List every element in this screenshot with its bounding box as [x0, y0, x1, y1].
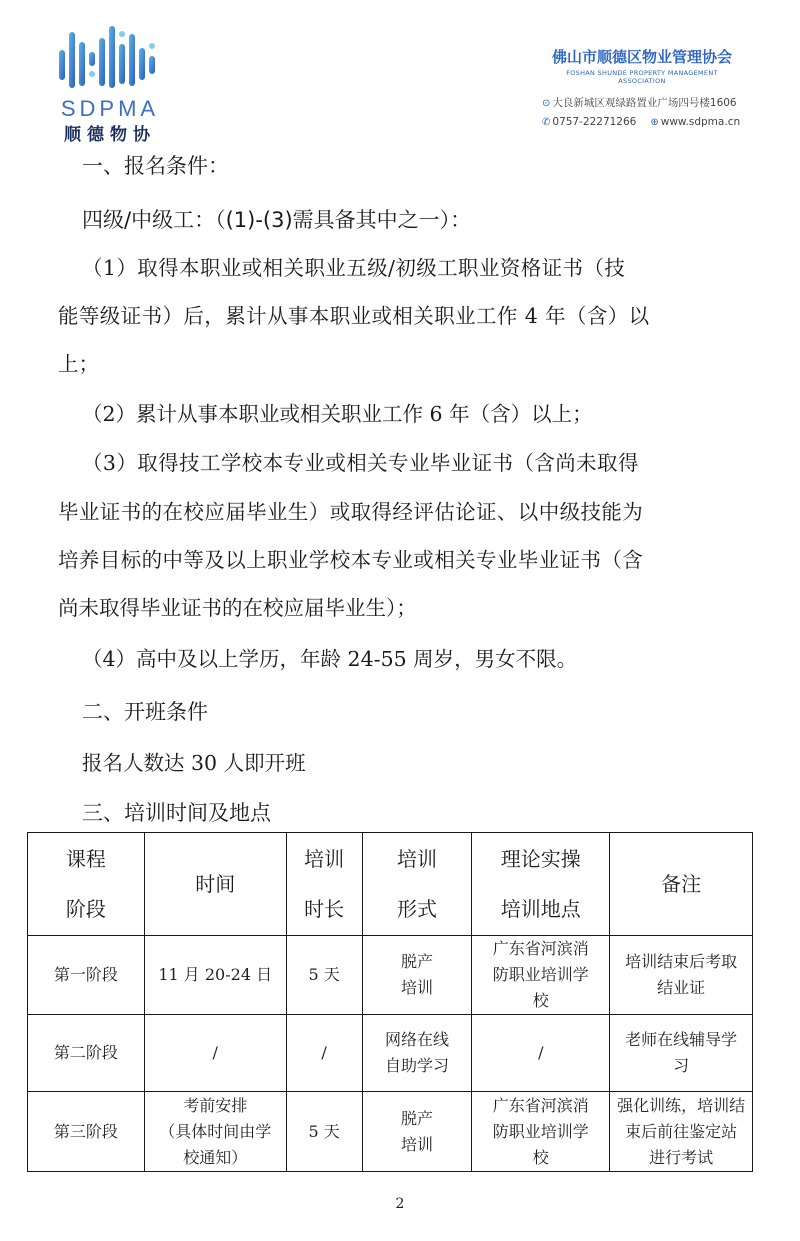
stage-cell: 第三阶段	[28, 1092, 145, 1172]
phone-text: 0757-22271266	[552, 116, 637, 128]
format-cell: 脱产 培训	[362, 936, 472, 1015]
table-row	[28, 936, 753, 1015]
header-location: 理论实操 培训地点	[472, 833, 610, 936]
location-cell: 广东省河滨消 防职业培训学 校	[472, 936, 610, 1015]
header-format: 培训 形式	[362, 833, 472, 936]
level-requirement: 四级/中级工：（(1)-(3)需具备其中之一）：	[82, 208, 472, 232]
logo-acronym: SDPMA	[60, 96, 160, 121]
header-time: 时间	[144, 833, 286, 936]
condition-4: （4）高中及以上学历，年龄 24-55 周岁，男女不限。	[82, 647, 578, 671]
association-info	[542, 46, 742, 128]
time-cell: /	[144, 1015, 286, 1092]
condition-1-line-1: （1）取得本职业或相关职业五级/初级工职业资格证书（技	[82, 256, 626, 280]
section-2-text: 报名人数达 30 人即开班	[82, 751, 306, 775]
globe-icon: ⊕	[650, 117, 659, 128]
header-notes: 备注	[610, 833, 753, 936]
table-row	[28, 1015, 753, 1092]
training-schedule-table	[27, 832, 753, 1172]
duration-cell: 5 天	[286, 936, 362, 1015]
page-number: 2	[395, 1196, 405, 1212]
logo-mark-icon	[55, 22, 165, 94]
association-name: 佛山市顺德区物业管理协会	[551, 48, 732, 66]
phone-contact	[542, 116, 636, 128]
location-cell: 广东省河滨消 防职业培训学 校	[472, 1092, 610, 1172]
website-text[interactable]: www.sdpma.cn	[660, 116, 741, 128]
format-cell: 网络在线 自助学习	[362, 1015, 472, 1092]
time-cell: 考前安排 （具体时间由学 校通知）	[144, 1092, 286, 1172]
sdpma-logo	[55, 22, 165, 145]
condition-3-line-4: 尚未取得毕业证书的在校应届毕业生）；	[58, 596, 417, 620]
header-stage: 课程 阶段	[28, 833, 145, 936]
website-contact[interactable]	[650, 116, 740, 128]
condition-3-line-1: （3）取得技工学校本专业或相关专业毕业证书（含尚未取得	[82, 451, 639, 475]
notes-cell: 培训结束后考取 结业证	[610, 936, 753, 1015]
section-1-title: 一、报名条件：	[82, 154, 229, 178]
table-row	[28, 1092, 753, 1172]
phone-icon: ✆	[542, 117, 551, 128]
location-pin-icon: ⊙	[542, 98, 551, 109]
condition-1-line-3: 上；	[58, 352, 99, 376]
duration-cell: 5 天	[286, 1092, 362, 1172]
duration-cell: /	[286, 1015, 362, 1092]
condition-1-line-2: 能等级证书）后，累计从事本职业或相关职业工作 4 年（含）以	[58, 304, 650, 328]
section-2-title: 二、开班条件	[82, 700, 208, 724]
association-address	[542, 95, 742, 110]
format-cell: 脱产 培训	[362, 1092, 472, 1172]
time-cell: 11 月 20-24 日	[144, 936, 286, 1015]
condition-3-line-2: 毕业证书的在校应届毕业生）或取得经评估论证、以中级技能为	[58, 500, 644, 524]
location-cell: /	[472, 1015, 610, 1092]
association-english-name: FOSHAN SHUNDE PROPERTY MANAGEMENT ASSOCIATION	[566, 69, 718, 85]
condition-2: （2）累计从事本职业或相关职业工作 6 年（含）以上；	[82, 402, 593, 426]
logo-chinese-name: 顺德物协	[64, 125, 156, 145]
section-3-title: 三、培训时间及地点	[82, 801, 271, 825]
notes-cell: 强化训练，培训结 束后前往鉴定站 进行考试	[610, 1092, 753, 1172]
letterhead	[0, 0, 800, 145]
stage-cell: 第一阶段	[28, 936, 145, 1015]
contact-row	[542, 116, 742, 128]
header-duration: 培训 时长	[286, 833, 362, 936]
table-header-row	[28, 833, 753, 936]
stage-cell: 第二阶段	[28, 1015, 145, 1092]
notes-cell: 老师在线辅导学 习	[610, 1015, 753, 1092]
condition-3-line-3: 培养目标的中等及以上职业学校本专业或相关专业毕业证书（含	[58, 548, 644, 572]
address-text: 大良新城区观绿路置业广场四号楼1606	[552, 97, 737, 109]
